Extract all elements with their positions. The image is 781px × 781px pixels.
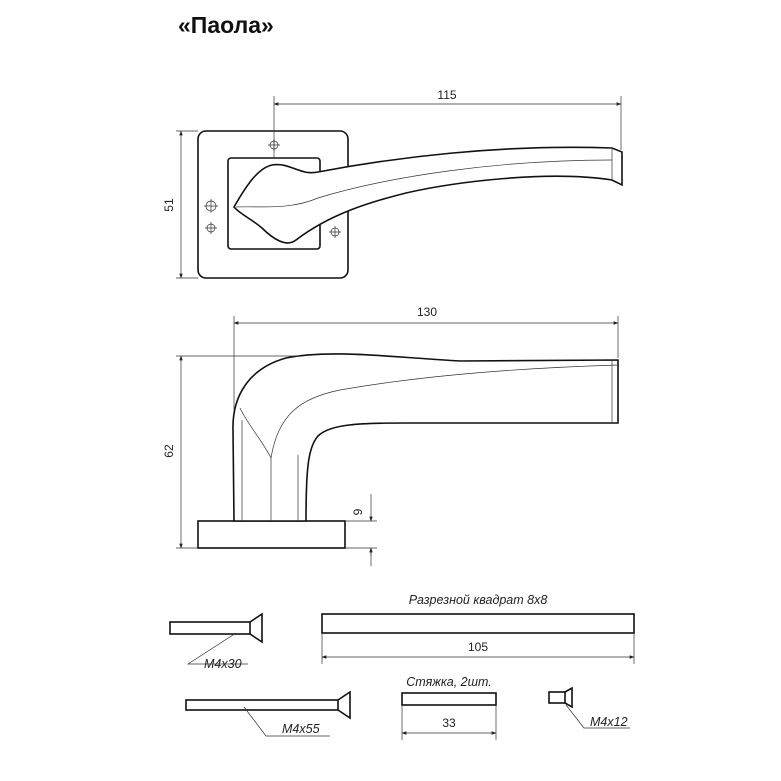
label-m4x55: M4x55 — [282, 722, 320, 736]
label-m4x12: M4x12 — [590, 715, 628, 729]
label-square: Разрезной квадрат 8x8 — [408, 593, 548, 607]
handle-top — [234, 147, 622, 243]
screw-m4x12 — [549, 688, 630, 729]
square-bar-body — [322, 614, 634, 633]
dimension-square-length: 105 — [467, 640, 489, 654]
side-view — [162, 305, 618, 566]
handle-side — [233, 354, 618, 521]
page-title: «Паола» — [178, 12, 274, 38]
dimension-rose-thickness: 9 — [351, 508, 365, 516]
square-bar — [322, 593, 634, 664]
tie — [402, 675, 496, 740]
dimension-top-length: 115 — [437, 88, 457, 102]
tie-body — [402, 693, 496, 705]
screw-m4x30 — [170, 614, 262, 671]
dimension-side-length: 130 — [416, 305, 438, 319]
dimension-tie-length: 33 — [442, 716, 456, 730]
top-view — [162, 88, 622, 278]
dimension-top-height: 51 — [162, 198, 176, 212]
label-m4x30: M4x30 — [204, 657, 242, 671]
screw-m4x55 — [186, 692, 350, 736]
rose-base — [198, 521, 345, 548]
label-tie: Стяжка, 2шт. — [406, 675, 492, 689]
dimension-side-height: 62 — [162, 444, 176, 458]
